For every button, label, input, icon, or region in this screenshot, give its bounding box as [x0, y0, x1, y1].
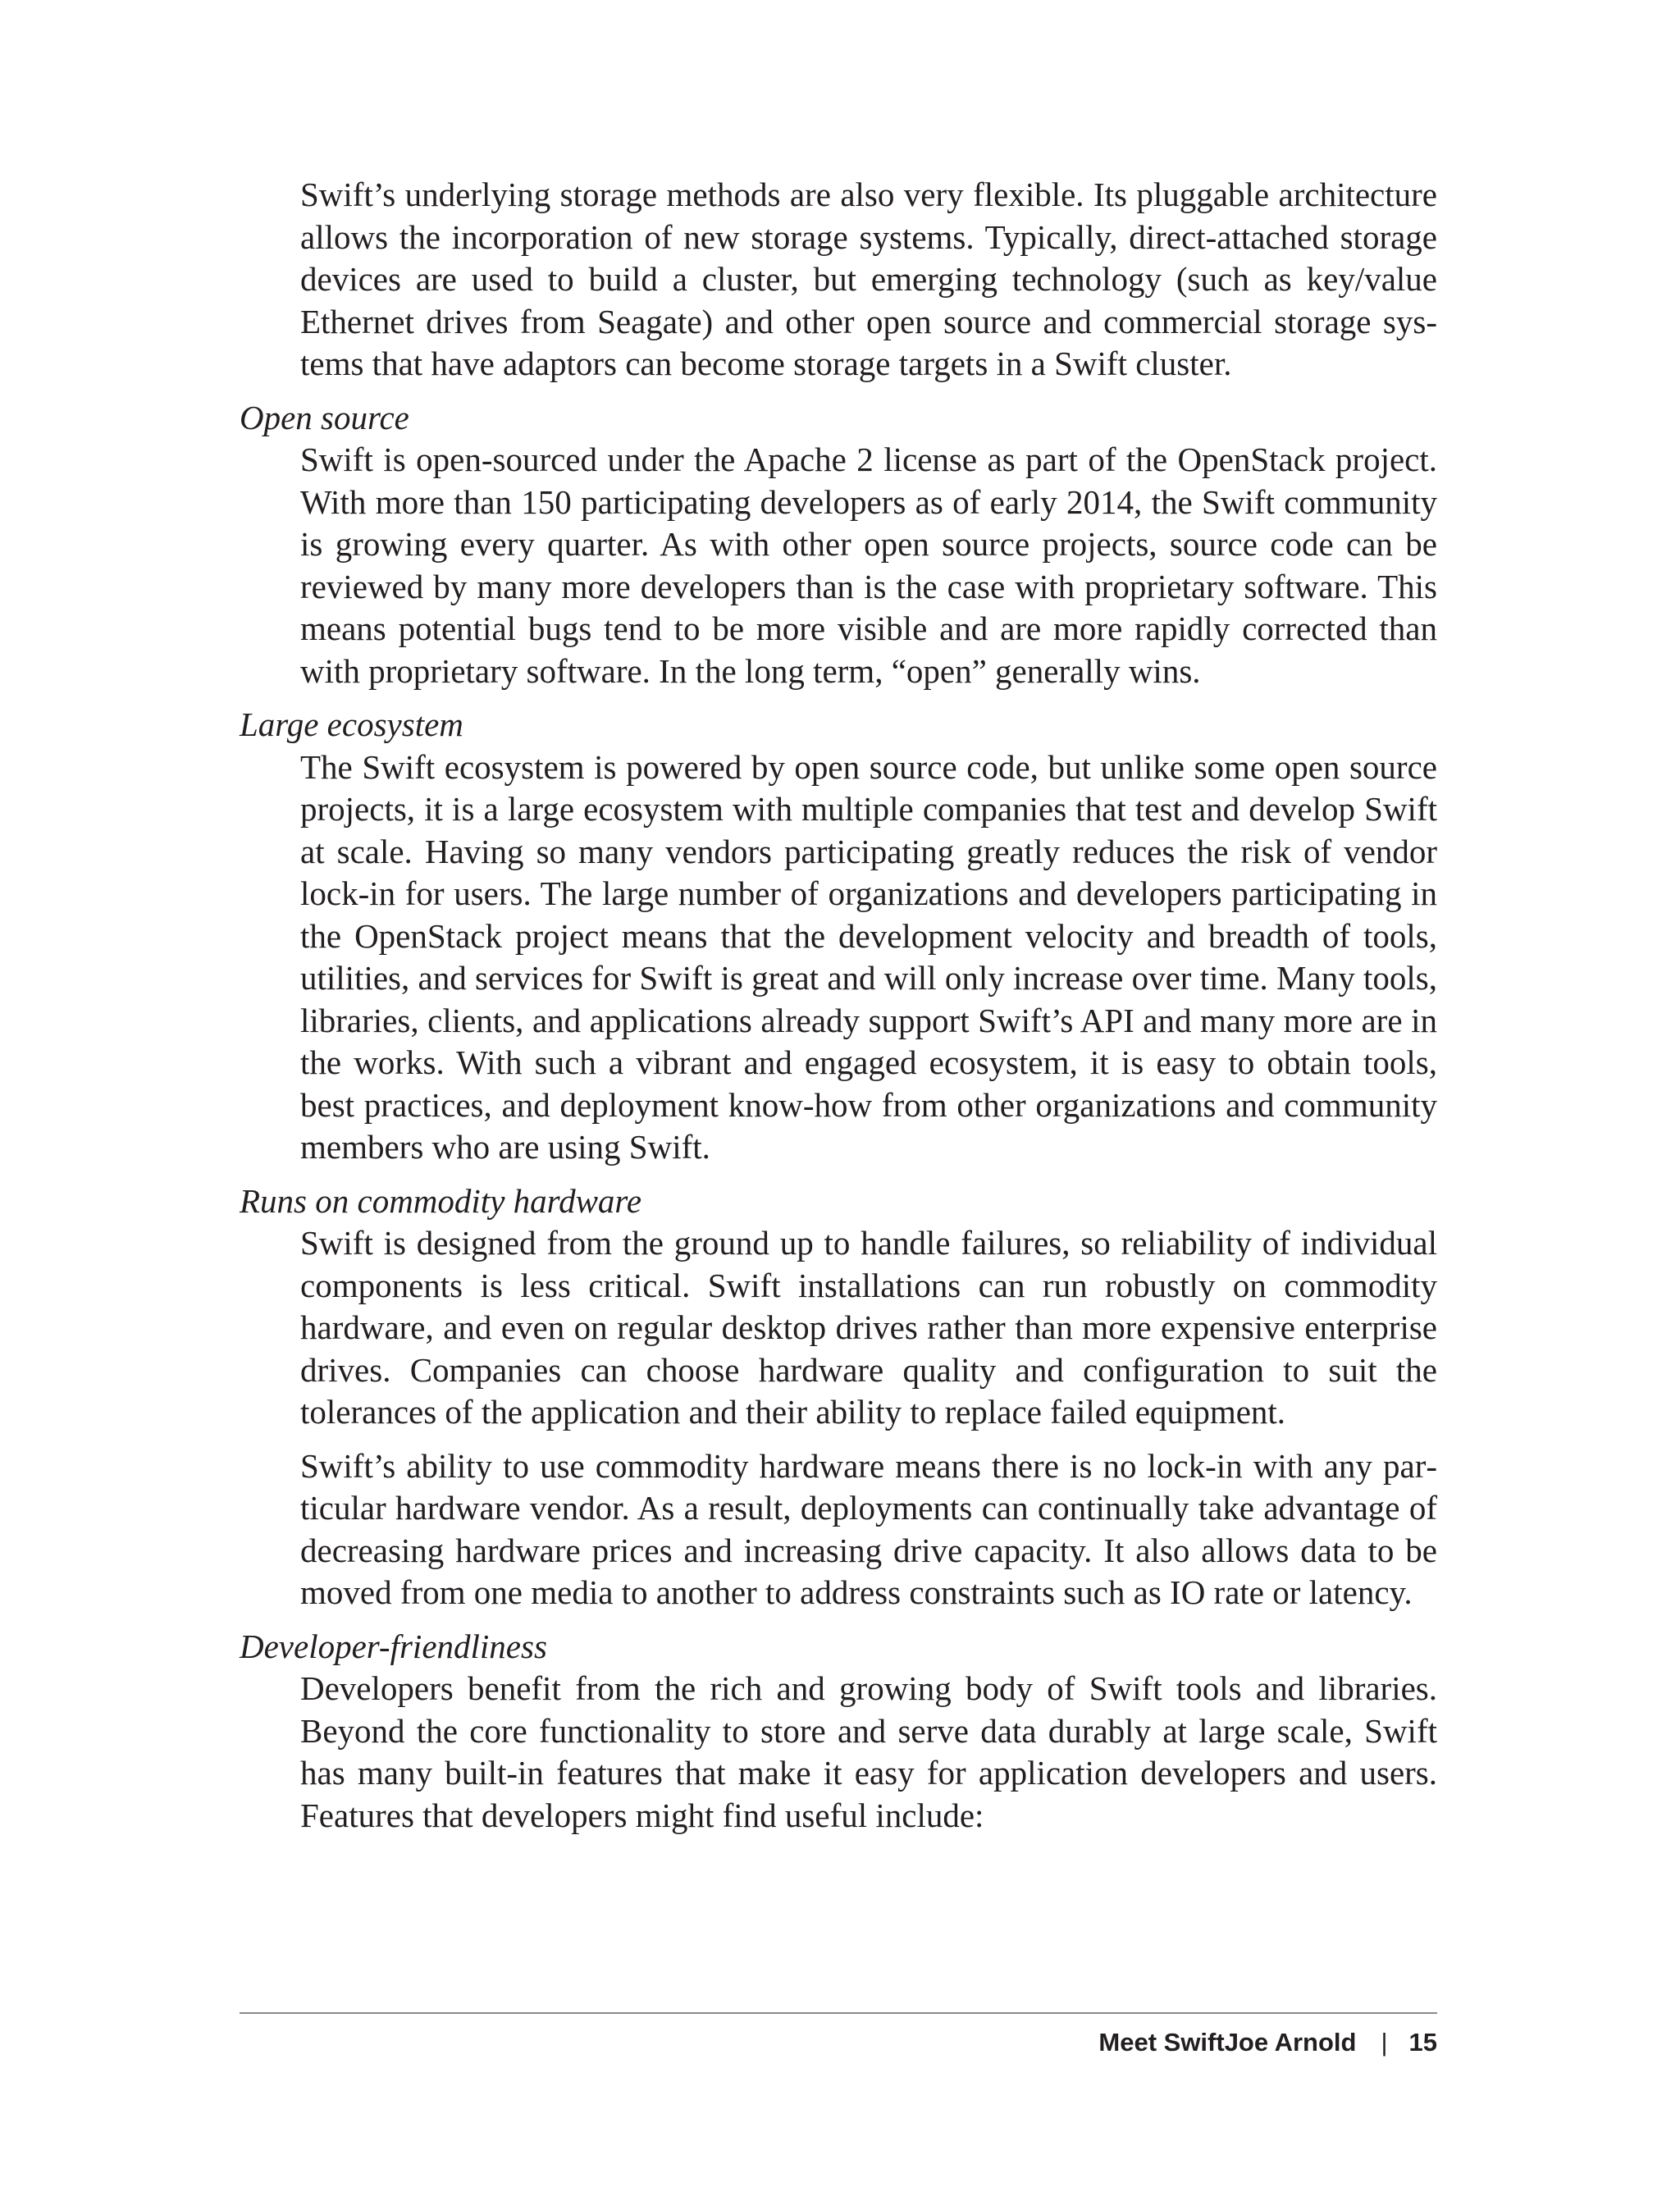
- body-text: [240, 174, 1437, 1837]
- term-heading: Large ecosystem: [240, 705, 463, 743]
- section-paragraph: The Swift ecosystem is powered by open source code, but unlike some open source projects, it is a large ecosystem with multiple companies that test and develop Swift at scale. Having so many vendors participating greatly reduces the risk of vendor lock-in for users. The large number of organizations and developers participating in the OpenStack project means that the development velocity and breadth of tools, utilities, and services for Swift is great and will only increase over time. Many tools, libraries, clients, and applications already support Swift’s API and many more are in the works. With such a vibrant and engaged ecosystem, it is easy to obtain tools, best practices, and deployment know-how from other organizations and community members who are using Swift.: [300, 747, 1437, 1166]
- section-paragraph: Developers benefit from the rich and growing body of Swift tools and libraries. Beyond the core functionality to store and serve data durably at large scale, Swift has many built-in features that make it easy for application developers and users. Features that developers might find useful include:: [300, 1669, 1437, 1834]
- section-paragraph: Swift’s ability to use commodity hardware means there is no lock-in with any particular hardware vendor. As a result, deployments can continually take advantage of decreasing hardware prices and increasing drive capacity. It also allows data to be moved from one media to another to address constraints such as IO rate or latency.: [300, 1446, 1437, 1611]
- section-open-source: [240, 397, 1437, 693]
- term-heading: Open source: [240, 398, 409, 436]
- term-heading: Developer-friendliness: [240, 1627, 547, 1665]
- running-title: Meet SwiftJoe Arnold: [1098, 2028, 1357, 2057]
- page-footer: [240, 2025, 1437, 2061]
- page-number: 15: [1408, 2028, 1437, 2057]
- section-developer-friendliness: [240, 1626, 1437, 1838]
- section-paragraph: Swift is open-sourced under the Apache 2 license as part of the OpenStack project. With more than 150 participating developers as of early 2014, the Swift community is growing every quarter. As with other open source projects, source code can be reviewed by many more developers than is the case with proprietary software. This means potential bugs tend to be more visible and are more rapidly corrected than with proprietary software. In the long term, “open” generally wins.: [300, 441, 1437, 690]
- footer-separator: |: [1381, 2028, 1388, 2057]
- section-paragraph: Swift is designed from the ground up to handle failures, so reliability of individual components is less critical. Swift installations can run robustly on commodity hardware, and even on regular desktop drives rather than more expensive enterprise drives. Companies can choose hardware quality and configuration to suit the tolerances of the application and their ability to replace failed equipment.: [300, 1224, 1437, 1431]
- footer-divider: [240, 2012, 1437, 2014]
- storage-paragraph: Swift’s underlying storage methods are also very flexible. Its pluggable architecture allows the incorporation of new storage systems. Typically, direct-attached storage devices are used to build a cluster, but emerging technology (such as key/value Ethernet drives from Seagate) and other open source and commercial storage systems that have adaptors can become storage targets in a Swift cluster.: [300, 176, 1437, 382]
- section-commodity-hardware: [240, 1180, 1437, 1614]
- term-heading: Runs on commodity hardware: [240, 1181, 642, 1220]
- section-large-ecosystem: [240, 704, 1437, 1169]
